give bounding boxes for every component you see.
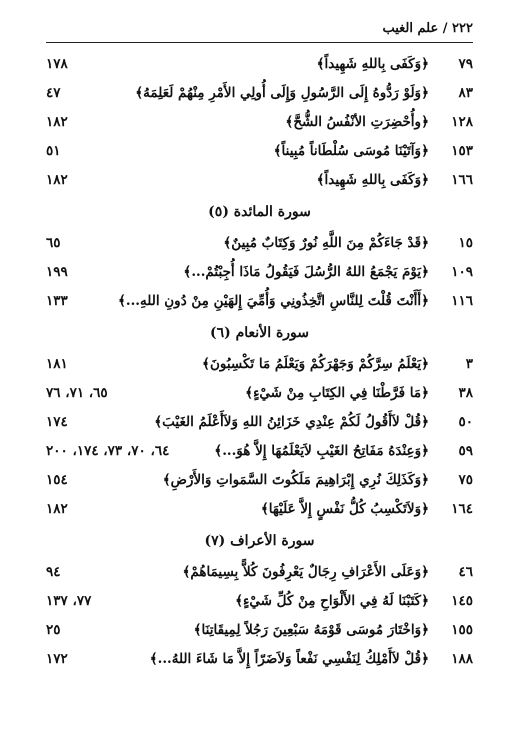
page-references: ٧٧، ١٣٧ xyxy=(46,592,92,609)
verse-row xyxy=(46,166,473,195)
verse-number: ٨٣ xyxy=(458,84,473,101)
verse-text: ﴿قُلْ لاَأَمْلِكُ لِنَفْسِي نَفْعاً وَلاَضَرّاً إِلاَّ مَا شَاءَ اللهُ...﴾ xyxy=(149,650,429,667)
verse-number: ١٢٨ xyxy=(451,113,473,130)
verse-number: ١٥ xyxy=(458,234,473,251)
verse-number: ٤٦ xyxy=(458,563,473,580)
verse-text: ﴿مَا فَرَّطْنَا فِي الكِتَابِ مِنْ شَيْءٍ﴾ xyxy=(245,384,429,401)
verse-text: ﴿يَعْلَمُ سِرَّكُمْ وَجَهْرَكُمْ وَيَعْلَمُ مَا تَكْسِبُونَ﴾ xyxy=(202,355,429,372)
verse-row xyxy=(46,350,473,379)
verse-row xyxy=(46,50,473,79)
verse-number: ٣٨ xyxy=(458,384,473,401)
running-header: ٢٢٢ / علم الغيب xyxy=(382,20,473,36)
surah-section xyxy=(46,50,473,195)
surah-title: سورة الأنعام (٦) xyxy=(209,325,310,341)
page-references: ٦٥ xyxy=(46,234,61,251)
verse-row xyxy=(46,616,473,645)
verse-text: ﴿وَعِنْدَهُ مَفَاتِحُ الغَيْبِ لاَيَعْلَمُهَا إِلاَّ هُوَ...﴾ xyxy=(214,442,429,459)
header-rule xyxy=(46,42,473,43)
page-references: ٦٥، ٧١، ٧٦ xyxy=(46,384,108,401)
verse-text: ﴿وَعَلَى الأَعْرَافِ رِجَالٌ يَعْرِفُونَ كُلاًّ بِسِيمَاهُمْ﴾ xyxy=(182,563,429,580)
verse-text: ﴿وَآتَيْنَا مُوسَى سُلْطَاناً مُبِيناً﴾ xyxy=(273,142,429,159)
verse-text: ﴿وَلَوْ رَدُّوهُ إِلَى الرَّسُولِ وَإِلَى أُولِي الأَمْرِ مِنْهُمْ لَعَلِمَهُ﴾ xyxy=(135,84,429,101)
verse-row xyxy=(46,379,473,408)
verse-row xyxy=(46,587,473,616)
verse-text: ﴿وأُحْضِرَتِ الأنْفُسُ الشُّحَّ﴾ xyxy=(285,113,429,130)
verse-number: ٧٩ xyxy=(458,55,473,72)
page-references: ١٨٢ xyxy=(46,500,68,517)
verse-number: ٥٠ xyxy=(458,413,473,430)
verse-row xyxy=(46,645,473,674)
verse-row xyxy=(46,495,473,524)
verse-number: ٧٥ xyxy=(458,471,473,488)
surah-section xyxy=(46,524,473,674)
page-references: ١٣٣ xyxy=(46,292,68,309)
verse-text: ﴿وَكَفَى بِاللهِ شَهِيداً﴾ xyxy=(316,171,429,188)
verse-number: ١٨٨ xyxy=(451,650,473,667)
verse-number: ١٤٥ xyxy=(451,592,473,609)
verse-text: ﴿يَوْمَ يَجْمَعُ اللهُ الرُّسُلَ فَيَقُولُ مَاذَا أُجِبْتُمْ...﴾ xyxy=(183,263,429,280)
verse-row xyxy=(46,437,473,466)
surah-title: سورة الأعراف (٧) xyxy=(204,533,315,549)
surah-title: سورة المائدة (٥) xyxy=(208,204,311,220)
page-references: ٥١ xyxy=(46,142,61,159)
page-references: ١٧٢ xyxy=(46,650,68,667)
verse-row xyxy=(46,137,473,166)
verse-text: ﴿كَتَبْنَا لَهُ فِي الأَلْوَاحِ مِنْ كُلِّ شَيْءٍ﴾ xyxy=(235,592,429,609)
verse-number: ١٦٦ xyxy=(451,171,473,188)
page-header xyxy=(46,18,473,38)
verse-number: ١١٦ xyxy=(451,292,473,309)
verse-row xyxy=(46,258,473,287)
verse-text: ﴿وَكَذَلِكَ نُرِي إِبْرَاهِيمَ مَلَكُوتَ السَّمَواتِ وَالأَرْضِ﴾ xyxy=(162,471,429,488)
page-references: ١٧٤ xyxy=(46,413,68,430)
page-references: ١٨٢ xyxy=(46,113,68,130)
verse-row xyxy=(46,466,473,495)
page-references: ١٨١ xyxy=(46,355,68,372)
page-references: ٦٤، ٧٠، ٧٣، ١٧٤، ٢٠٠ xyxy=(46,442,170,459)
verse-number: ١٠٩ xyxy=(451,263,473,280)
page-references: ١٥٤ xyxy=(46,471,68,488)
verse-text: ﴿أَأَنْتَ قُلْتَ لِلنَّاسِ اتَّخِذُونِي وَأُمِّيَ إِلهَيْنِ مِنْ دُونِ اللهِ...﴾ xyxy=(117,292,429,309)
page-references: ١٧٨ xyxy=(46,55,68,72)
surah-section xyxy=(46,316,473,524)
page-references: ١٨٢ xyxy=(46,171,68,188)
verse-number: ١٦٤ xyxy=(451,500,473,517)
page-references: ٤٧ xyxy=(46,84,61,101)
verse-text: ﴿وَلاَتَكْسِبُ كُلُّ نَفْسٍ إِلاَّ عَلَيْهَا﴾ xyxy=(260,500,429,517)
verse-number: ٣ xyxy=(465,355,473,372)
verse-number: ١٥٥ xyxy=(451,621,473,638)
verse-number: ١٥٣ xyxy=(451,142,473,159)
verse-text: ﴿وَاخْتَارَ مُوسَى قَوْمَهُ سَبْعِينَ رَجُلاً لِمِيقَاتِنَا﴾ xyxy=(193,621,429,638)
page-references: ٩٤ xyxy=(46,563,61,580)
verse-number: ٥٩ xyxy=(458,442,473,459)
verse-row xyxy=(46,558,473,587)
verse-text: ﴿قُلْ لاَأَقُولُ لَكُمْ عِنْدِي خَزَائِنُ اللهِ وَلاَأَعْلَمُ الغَيْبَ﴾ xyxy=(154,413,429,430)
verse-row xyxy=(46,108,473,137)
verse-row xyxy=(46,408,473,437)
verse-row xyxy=(46,287,473,316)
verse-text: ﴿قَدْ جَاءَكُمْ مِنَ اللَّهِ نُورٌ وَكِتَابٌ مُبِينٌ﴾ xyxy=(223,234,429,251)
page-references: ٢٥ xyxy=(46,621,61,638)
verse-row xyxy=(46,79,473,108)
verse-index xyxy=(46,50,473,674)
verse-text: ﴿وَكَفَى بِاللهِ شَهِيداً﴾ xyxy=(316,55,429,72)
surah-section xyxy=(46,195,473,316)
page-references: ١٩٩ xyxy=(46,263,68,280)
verse-row xyxy=(46,229,473,258)
